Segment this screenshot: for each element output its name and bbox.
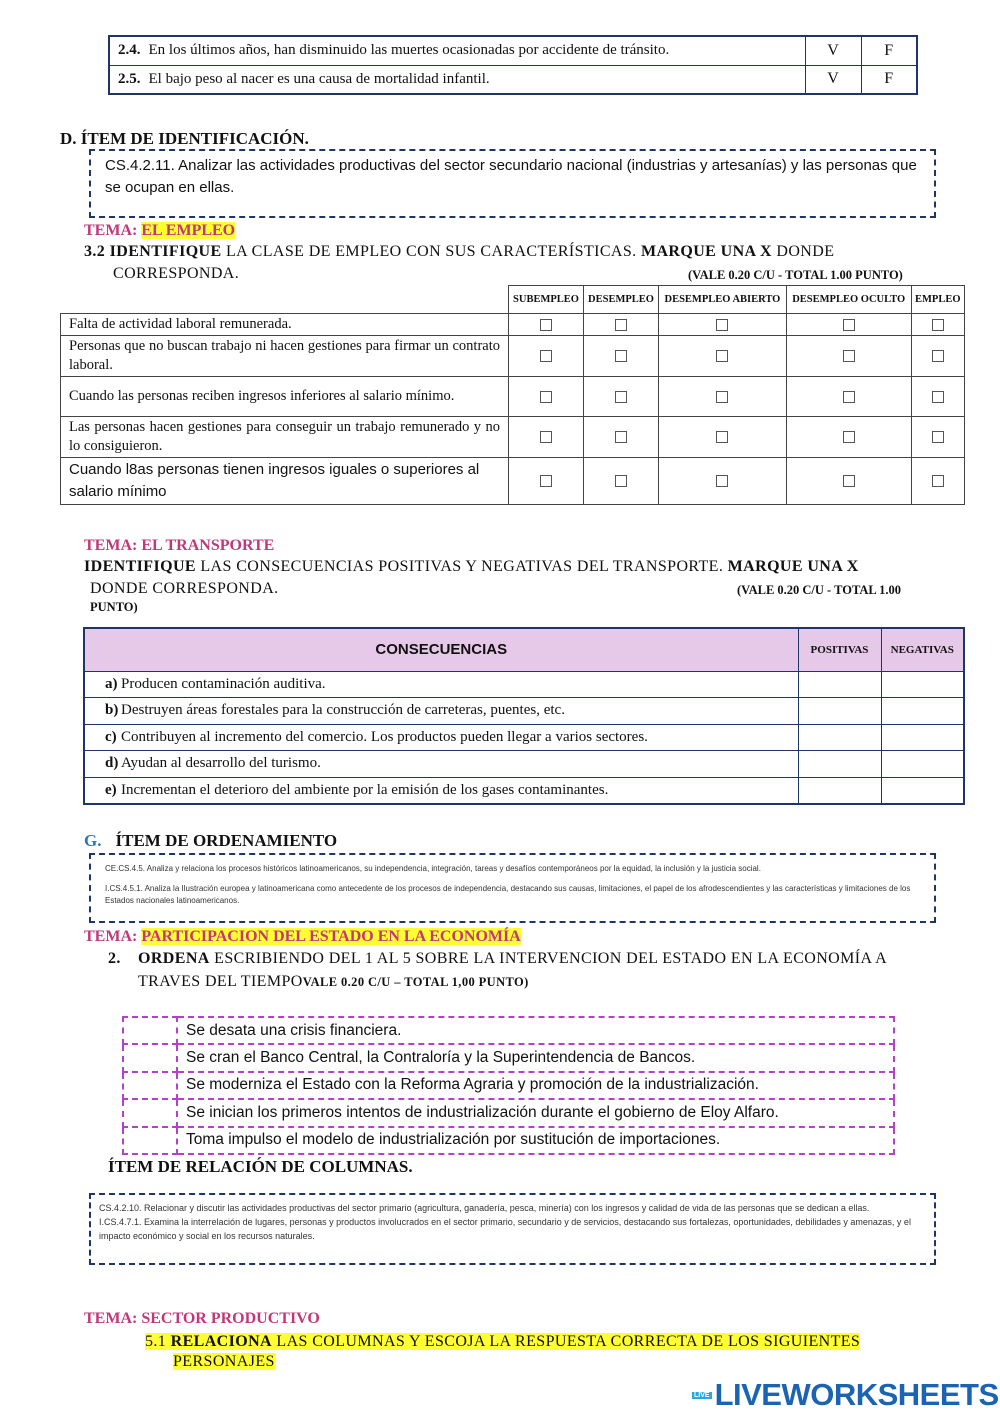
checkbox[interactable] [716, 319, 728, 331]
table-row [61, 336, 965, 377]
checkbox[interactable] [540, 475, 552, 487]
order-input[interactable] [123, 1127, 177, 1154]
section-g-heading: G. ÍTEM DE ORDENAMIENTO [84, 831, 338, 850]
tema-transporte: TEMA: EL TRANSPORTE [84, 537, 275, 554]
table-row [123, 1099, 894, 1126]
order-input[interactable] [123, 1044, 177, 1071]
transporte-table [83, 627, 965, 805]
standard-box [89, 1193, 936, 1265]
checkbox[interactable] [540, 319, 552, 331]
table-row [61, 417, 965, 458]
table-row [61, 458, 965, 505]
row-label: Las personas hacen gestiones para conseguir un trabajo remunerado y no lo consiguieron. [61, 417, 509, 458]
instruction-relaciona-line2: PERSONAJES [173, 1353, 275, 1370]
checkbox[interactable] [932, 475, 944, 487]
liveworksheets-logo [692, 1377, 999, 1413]
tema-estado: TEMA: PARTICIPACION DEL ESTADO EN LA ECONOMÍA [84, 928, 521, 945]
checkbox[interactable] [716, 391, 728, 403]
table-row: e) Incrementan el deterioro del ambiente por la emisión de los gases contaminantes. [84, 777, 964, 804]
standard-text-1: CE.CS.4.5. Analiza y relaciona los procesos históricos latinoamericanos, su independencia, integración, tareas y desafíos contemporáneos por la equidad, la inclusión y la justicia social. [105, 864, 761, 873]
true-false-table [108, 35, 918, 95]
order-item: Se moderniza el Estado con la Reforma Agraria y promoción de la industrialización. [177, 1072, 894, 1099]
col-desempleo-abierto: DESEMPLEO ABIERTO [659, 286, 787, 314]
checkbox[interactable] [716, 350, 728, 362]
col-negativas: NEGATIVAS [881, 628, 964, 671]
empleo-table [60, 285, 965, 505]
row-label: Cuando l8as personas tienen ingresos iguales o superiores al salario mínimo [61, 458, 509, 505]
table-row: d) Ayudan al desarrollo del turismo. [84, 751, 964, 778]
instruction-relaciona: 5.1 RELACIONA LAS COLUMNAS Y ESCOJA LA RESPUESTA CORRECTA DE LOS SIGUIENTES [145, 1333, 861, 1350]
true-option[interactable]: V [805, 65, 861, 94]
checkbox[interactable] [843, 431, 855, 443]
answer-cell[interactable] [881, 777, 964, 804]
value-note-2: PUNTO) [90, 600, 138, 614]
live-badge-icon: LIVE [694, 1391, 710, 1399]
value-note: (VALE 0.20 C/U - TOTAL 1.00 PUNTO) [688, 268, 903, 282]
table-row [61, 377, 965, 417]
standard-box [89, 149, 936, 218]
checkbox[interactable] [843, 391, 855, 403]
table-row: c) Contribuyen al incremento del comercio. Los productos pueden llegar a varios sectores. [84, 724, 964, 751]
table-header [84, 628, 964, 671]
col-positivas: POSITIVAS [798, 628, 881, 671]
answer-cell[interactable] [881, 698, 964, 725]
question-cell: 2.5. El bajo peso al nacer es una causa de mortalidad infantil. [109, 65, 805, 94]
answer-cell[interactable] [798, 724, 881, 751]
standard-box [89, 853, 936, 923]
checkbox[interactable] [615, 319, 627, 331]
checkbox[interactable] [932, 350, 944, 362]
order-item: Se inician los primeros intentos de industrialización durante el gobierno de Eloy Alfaro. [177, 1099, 894, 1126]
col-empleo: EMPLEO [911, 286, 964, 314]
table-row [109, 36, 917, 65]
checkbox[interactable] [615, 350, 627, 362]
question-cell: 2.4. En los últimos años, han disminuido las muertes ocasionadas por accidente de tránsito. [109, 36, 805, 65]
order-input[interactable] [123, 1072, 177, 1099]
checkbox[interactable] [540, 350, 552, 362]
logo-text: LIVEWORKSHEETS [714, 1377, 999, 1412]
checkbox[interactable] [843, 319, 855, 331]
section-d-heading: D. ÍTEM DE IDENTIFICACIÓN. [60, 129, 309, 148]
checkbox[interactable] [716, 431, 728, 443]
table-row [109, 65, 917, 94]
order-input[interactable] [123, 1017, 177, 1044]
instruction-empleo-line2: CORRESPONDA. [113, 265, 240, 282]
instruction-ordena-line2: TRAVES DEL TIEMPOVALE 0.20 C/U – TOTAL 1,00 PUNTO) [138, 973, 529, 990]
table-row [123, 1017, 894, 1044]
answer-cell[interactable] [798, 751, 881, 778]
checkbox[interactable] [615, 475, 627, 487]
table-row [123, 1072, 894, 1099]
answer-cell[interactable] [881, 724, 964, 751]
row-label: Cuando las personas reciben ingresos inferiores al salario mínimo. [61, 377, 509, 417]
col-consecuencias: CONSECUENCIAS [84, 628, 798, 671]
table-header [61, 286, 965, 314]
row-label: Personas que no buscan trabajo ni hacen gestiones para firmar un contrato laboral. [61, 336, 509, 377]
checkbox[interactable] [615, 391, 627, 403]
order-input[interactable] [123, 1099, 177, 1126]
instruction-empleo: 3.2 IDENTIFIQUE LA CLASE DE EMPLEO CON SUS CARACTERÍSTICAS. MARQUE UNA X DONDE [84, 243, 835, 260]
true-option[interactable]: V [805, 36, 861, 65]
row-label: Falta de actividad laboral remunerada. [61, 314, 509, 336]
answer-cell[interactable] [798, 698, 881, 725]
ordering-table [122, 1016, 895, 1155]
instruction-ordena: 2. ORDENA ESCRIBIENDO DEL 1 AL 5 SOBRE LA INTERVENCION DEL ESTADO EN LA ECONOMÍA A [108, 950, 888, 967]
standard-text-2: I.CS.4.5.1. Analiza la Ilustración europea y latinoamericana como antecedente de los procesos de independencia, destacando sus causas, limitaciones, el papel de los afrodescendientes y las características y limitaciones de los Estados nacionales latinoamericanos. [105, 884, 911, 905]
table-row: b) Destruyen áreas forestales para la construcción de carreteras, puentes, etc. [84, 698, 964, 725]
standard-text: CS.4.2.11. Analizar las actividades productivas del sector secundario nacional (industrias y artesanías) y las personas que se ocupan en ellas. [105, 157, 917, 196]
answer-cell[interactable] [798, 671, 881, 698]
col-desempleo-oculto: DESEMPLEO OCULTO [786, 286, 911, 314]
checkbox[interactable] [716, 475, 728, 487]
checkbox[interactable] [932, 431, 944, 443]
tema-empleo: TEMA: EL EMPLEO [84, 222, 236, 239]
checkbox[interactable] [615, 431, 627, 443]
instruction-transporte: IDENTIFIQUE LAS CONSECUENCIAS POSITIVAS Y NEGATIVAS DEL TRANSPORTE. MARQUE UNA X [84, 558, 859, 575]
checkbox[interactable] [843, 350, 855, 362]
relacion-heading: ÍTEM DE RELACIÓN DE COLUMNAS. [108, 1157, 413, 1176]
order-item: Se cran el Banco Central, la Contraloría y la Superintendencia de Bancos. [177, 1044, 894, 1071]
answer-cell[interactable] [881, 671, 964, 698]
standard-text-2: I.CS.4.7.1. Examina la interrelación de lugares, personas y productos involucrados en el sector primario, secundario y de servicios, destacando sus fortalezas, oportunidades, debilidades y amenazas, y el impacto económico y social en los recursos naturales. [99, 1217, 911, 1241]
col-subempleo: SUBEMPLEO [509, 286, 584, 314]
order-item: Se desata una crisis financiera. [177, 1017, 894, 1044]
false-option[interactable]: F [861, 36, 917, 65]
table-row [123, 1044, 894, 1071]
col-desempleo: DESEMPLEO [584, 286, 659, 314]
checkbox[interactable] [540, 431, 552, 443]
value-note: (VALE 0.20 C/U - TOTAL 1.00 [737, 583, 902, 597]
tema-sector: TEMA: SECTOR PRODUCTIVO [84, 1310, 320, 1327]
table-row [123, 1127, 894, 1154]
standard-text-1: CS.4.2.10. Relacionar y discutir las actividades productivas del sector primario (agricultura, ganadería, pesca, minería) con los ingresos y calidad de vida de las personas que se dedican a ellas. [99, 1203, 870, 1213]
checkbox[interactable] [843, 475, 855, 487]
false-option[interactable]: F [861, 65, 917, 94]
checkbox[interactable] [932, 319, 944, 331]
table-row: a) Producen contaminación auditiva. [84, 671, 964, 698]
answer-cell[interactable] [798, 777, 881, 804]
checkbox[interactable] [932, 391, 944, 403]
instruction-transporte-line2: DONDE CORRESPONDA. [90, 580, 279, 597]
table-row [61, 314, 965, 336]
order-item: Toma impulso el modelo de industrialización por sustitución de importaciones. [177, 1127, 894, 1154]
checkbox[interactable] [540, 391, 552, 403]
answer-cell[interactable] [881, 751, 964, 778]
